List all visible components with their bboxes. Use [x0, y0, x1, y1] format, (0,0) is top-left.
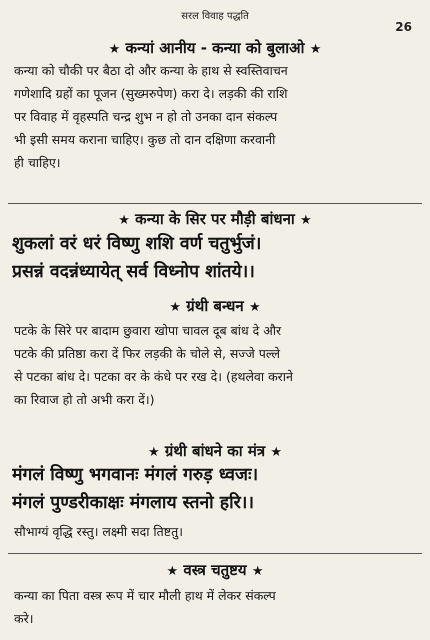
star-icon: ★ [248, 300, 261, 315]
star-icon: ★ [118, 213, 130, 228]
star-icon: ★ [166, 564, 179, 579]
paragraph-kanya-aaniya [14, 59, 416, 174]
text-line: करे। [14, 611, 34, 626]
running-head: सरल विवाह पद्धति [181, 11, 249, 22]
text-line: का रिवाज हो तो अभी करा दें।) [14, 392, 155, 407]
section-heading-granthi-mantra [0, 441, 430, 461]
text-line: कन्या का पिता वस्त्र रूप में चार मौली हाथ में लेकर संकल्प [14, 588, 276, 603]
divider [8, 553, 422, 554]
divider [8, 203, 422, 204]
section-heading-maudi-bandhna [0, 209, 430, 229]
text-line: से पटका बांध दे। पटका वर के कंधे पर रख दे। (हथलेवा कराने [14, 369, 293, 384]
text-line: गणेशादि ग्रहों का पूजन (सुख्मरुपेण) करा दे। लड़की की राशि [14, 86, 288, 101]
text-line: पटके की प्रतिष्ठा करा दें फिर लड़की के चोले से, सज्जे पल्ले [14, 346, 280, 361]
section-heading-granthi-bandhan [0, 296, 430, 316]
star-icon: ★ [270, 445, 283, 460]
page-number: 26 [395, 20, 412, 34]
heading-text: कन्यां आनीय - कन्या को बुलाओ [125, 39, 305, 57]
star-icon: ★ [251, 564, 264, 579]
text-line: भी इसी समय कराना चाहिए। कुछ तो दान दक्षिणा करवानी [14, 132, 276, 147]
text-line: पर विवाह में वृहस्पति चन्द्र शुभ न हो तो उनका दान संकल्प [14, 109, 278, 124]
heading-text: ग्रंथी बांधने का मंत्र [164, 442, 266, 460]
section-heading-kanya-aaniya [0, 38, 430, 58]
section-heading-vastra-chatushtay [0, 560, 430, 580]
star-icon: ★ [169, 300, 182, 315]
shloka-line: प्रसन्नं वदन्नंध्यायेत् सर्व विध्नोप शांतये।। [12, 262, 255, 282]
paragraph-granthi-bandhan [14, 319, 416, 411]
text-line: कन्या को चौकी पर बैठा दो और कन्या के हाथ से स्वस्तिवाचन [14, 63, 288, 78]
paragraph-saubhagya [14, 520, 416, 543]
paragraph-vastra-chatushtay [14, 584, 416, 630]
shloka-line: मंगलं विष्णु भगवानः मंगलं गरुड़ ध्वजः। [12, 465, 259, 485]
star-icon: ★ [300, 213, 312, 228]
star-icon: ★ [309, 42, 322, 57]
shloka-line: शुकलां वरं धरं विष्णु शशि वर्ण चतुर्भुजं। [12, 234, 262, 254]
heading-text: वस्त्र चतुष्टय [183, 561, 247, 579]
heading-text: ग्रंथी बन्धन [186, 297, 244, 315]
text-line: सौभाग्यं वृद्धि रस्तु। लक्ष्मी सदा तिष्टतु। [14, 524, 183, 539]
shloka-maudi [12, 230, 420, 286]
shloka-mangalam [12, 461, 420, 517]
heading-text: कन्या के सिर पर मौड़ी बांधना [135, 210, 295, 228]
star-icon: ★ [108, 42, 121, 57]
shloka-line: मंगलं पुण्डरीकाक्षः मंगलाय स्तनो हरि।। [12, 493, 255, 513]
text-line: पटके के सिरे पर बादाम छुवारा खोपा चावल दूब बांध दे और [14, 323, 282, 338]
star-icon: ★ [147, 445, 160, 460]
text-line: ही चाहिए। [14, 155, 61, 170]
